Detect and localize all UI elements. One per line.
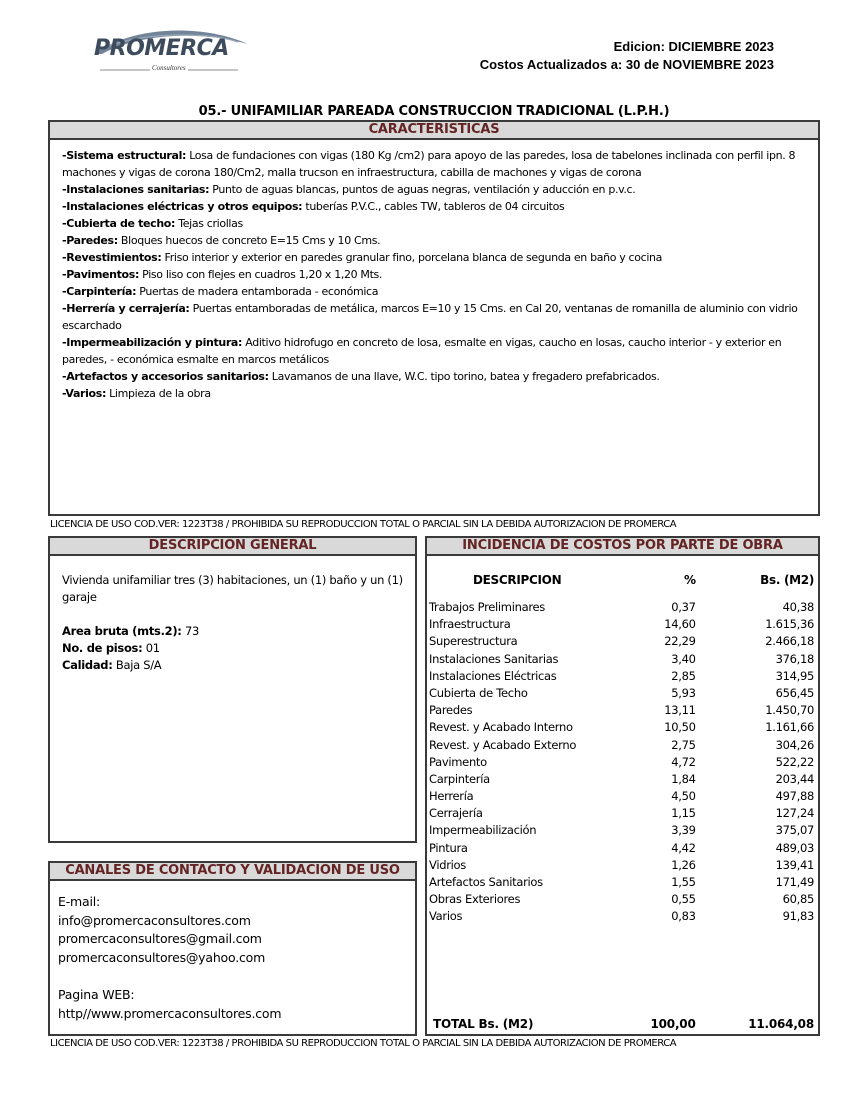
table-row [429, 857, 814, 874]
table-row [429, 685, 814, 702]
col-porcentaje: % [683, 573, 696, 587]
row-bs-m2: 522,22 [775, 754, 815, 769]
row-descripcion: Obras Exteriores [429, 892, 521, 907]
carac-item: -Revestimientos: Friso interior y exterior en paredes granular fino, porcelana blanca de segunda en baño y cocina [62, 251, 663, 264]
row-porcentaje: 1,84 [671, 771, 696, 786]
row-porcentaje: 13,11 [664, 703, 696, 718]
row-porcentaje: 3,39 [671, 823, 696, 838]
table-row [429, 668, 814, 685]
row-bs-m2: 40,38 [782, 600, 815, 614]
row-porcentaje: 4,72 [671, 754, 696, 769]
descripcion-summary: Vivienda unifamiliar tres (3) habitaciones, un (1) baño y un (1) garaje [62, 573, 403, 604]
row-descripcion: Revest. y Acabado Externo [429, 737, 577, 752]
row-bs-m2: 656,45 [775, 685, 815, 700]
row-porcentaje: 2,75 [671, 737, 696, 752]
logo-text: PROMERCA [94, 36, 229, 61]
table-row [429, 702, 814, 719]
row-bs-m2: 60,85 [782, 892, 815, 907]
row-porcentaje: 2,85 [671, 668, 696, 683]
web-link[interactable]: http//www.promercaconsultores.com [58, 1006, 282, 1022]
table-row [429, 633, 814, 650]
row-descripcion: Herrería [429, 789, 474, 804]
row-bs-m2: 1.615,36 [765, 617, 815, 632]
contacto-heading: CANALES DE CONTACTO Y VALIDACION DE USO [50, 863, 415, 881]
carac-item: -Pavimentos: Piso liso con flejes en cuadros 1,20 x 1,20 Mts. [62, 268, 383, 281]
row-descripcion: Artefactos Sanitarios [429, 875, 543, 889]
table-row [429, 805, 814, 822]
table-header [429, 564, 814, 598]
incidencia-heading: INCIDENCIA DE COSTOS POR PARTE DE OBRA [427, 538, 818, 556]
row-porcentaje: 1,55 [671, 875, 696, 889]
row-porcentaje: 5,93 [671, 685, 696, 700]
license-notice-bottom: LICENCIA DE USO COD.VER: 1223T38 / PROHIBIDA SU REPRODUCCION TOTAL O PARCIAL SIN LA DEBIDA AUTORIZACION DE PROMERCA [50, 1038, 677, 1049]
total-pct: 100,00 [650, 1017, 696, 1031]
table-row [429, 651, 814, 668]
email-link[interactable]: promercaconsultores@gmail.com [58, 931, 262, 947]
carac-item: -Artefactos y accesorios sanitarios: Lavamanos de una llave, W.C. tipo torino, batea y fregadero prefabricados. [62, 370, 660, 383]
table-row [429, 719, 814, 736]
row-bs-m2: 376,18 [775, 651, 815, 666]
updated-text: Costos Actualizados a: 30 de NOVIEMBRE 2023 [479, 57, 774, 72]
row-porcentaje: 22,29 [664, 634, 696, 649]
table-row [429, 840, 814, 857]
row-bs-m2: 497,88 [775, 789, 815, 804]
row-bs-m2: 91,83 [782, 909, 815, 924]
table-row [429, 874, 814, 891]
table-row [429, 599, 814, 616]
incidencia-table [429, 564, 814, 926]
carac-item: -Instalaciones eléctricas y otros equipos: tuberías P.V.C., cables TW, tableros de 04 circuitos [62, 200, 565, 213]
col-bs-m2: Bs. (M2) [760, 573, 815, 587]
table-row [429, 754, 814, 771]
table-row [429, 788, 814, 805]
row-bs-m2: 1.161,66 [765, 720, 815, 735]
row-bs-m2: 203,44 [775, 771, 815, 786]
license-notice-top: LICENCIA DE USO COD.VER: 1223T38 / PROHIBIDA SU REPRODUCCION TOTAL O PARCIAL SIN LA DEBIDA AUTORIZACION DE PROMERCA [50, 519, 677, 530]
contacto-section [48, 861, 417, 1036]
row-descripcion: Instalaciones Sanitarias [429, 651, 559, 666]
edition-text: Edicion: DICIEMBRE 2023 [613, 39, 774, 54]
row-porcentaje: 0,55 [671, 892, 696, 907]
row-descripcion: Pavimento [429, 754, 487, 769]
carac-item: -Cubierta de techo: Tejas criollas [62, 217, 243, 230]
row-bs-m2: 139,41 [775, 857, 815, 872]
row-porcentaje: 14,60 [664, 617, 696, 632]
carac-item: -Herrería y cerrajería: Puertas entamboradas de metálica, marcos E=10 y 15 Cms. en Cal 20, ventanas de romanilla de aluminio con vidrio escarchado [62, 302, 798, 332]
row-porcentaje: 3,40 [671, 651, 696, 666]
row-porcentaje: 0,83 [671, 909, 696, 924]
row-porcentaje: 1,15 [671, 806, 696, 821]
table-row [429, 616, 814, 633]
row-bs-m2: 489,03 [775, 840, 815, 855]
caracteristicas-heading: CARACTERISTICAS [50, 122, 818, 140]
row-descripcion: Trabajos Preliminares [429, 600, 545, 614]
numero-pisos: No. de pisos: 01 [62, 641, 160, 655]
table-row [429, 822, 814, 839]
total-label: TOTAL Bs. (M2) [433, 1017, 534, 1031]
carac-item: -Instalaciones sanitarias: Punto de aguas blancas, puntos de aguas negras, ventilación y aducción en p.v.c. [62, 183, 636, 196]
total-value: 11.064,08 [748, 1017, 814, 1031]
carac-item: -Sistema estructural: Losa de fundaciones con vigas (180 Kg /cm2) para apoyo de las paredes, losa de tabelones inclinada con perfil ipn. 8 machones y vigas de corona 180/Cm2, malla trucson en infraestructura, cabilla de machones y vigas de corona [62, 149, 796, 179]
table-row [429, 908, 814, 925]
descripcion-general-section [48, 536, 417, 843]
col-descripcion: DESCRIPCION [473, 573, 562, 587]
row-bs-m2: 375,07 [775, 823, 815, 838]
row-porcentaje: 4,50 [671, 789, 696, 804]
row-bs-m2: 304,26 [775, 737, 815, 752]
row-bs-m2: 2.466,18 [765, 634, 815, 649]
row-descripcion: Superestructura [429, 634, 518, 649]
caracteristicas-list [50, 140, 818, 409]
row-descripcion: Cerrajería [429, 806, 483, 821]
row-descripcion: Revest. y Acabado Interno [429, 720, 573, 735]
total-row [429, 1012, 814, 1034]
row-descripcion: Paredes [429, 703, 473, 718]
page-title: 05.- UNIFAMILIAR PAREADA CONSTRUCCION TRADICIONAL (L.P.H.) [198, 104, 670, 119]
row-descripcion: Cubierta de Techo [429, 685, 528, 700]
row-descripcion: Vidrios [429, 857, 466, 872]
row-porcentaje: 4,42 [671, 840, 696, 855]
table-row [429, 737, 814, 754]
descripcion-heading: DESCRIPCION GENERAL [50, 538, 415, 556]
email-link[interactable]: info@promercaconsultores.com [58, 912, 251, 928]
table-row [429, 771, 814, 788]
row-porcentaje: 1,26 [671, 857, 696, 872]
carac-item: -Varios: Limpieza de la obra [62, 387, 211, 400]
row-descripcion: Infraestructura [429, 617, 511, 632]
carac-item: -Carpintería: Puertas de madera entamborada - económica [62, 285, 379, 298]
row-descripcion: Instalaciones Eléctricas [429, 668, 557, 683]
row-descripcion: Pintura [429, 840, 468, 855]
row-descripcion: Carpintería [429, 771, 490, 786]
table-row [429, 891, 814, 908]
carac-item: -Paredes: Bloques huecos de concreto E=15 Cms y 10 Cms. [62, 234, 381, 247]
calidad: Calidad: Baja S/A [62, 658, 162, 672]
email-label: E-mail: [58, 894, 101, 909]
promerca-logo [88, 24, 258, 76]
row-bs-m2: 314,95 [775, 668, 815, 683]
header-info [480, 38, 774, 74]
row-porcentaje: 10,50 [664, 720, 696, 735]
area-bruta: Area bruta (mts.2): 73 [62, 624, 199, 638]
caracteristicas-section [48, 120, 820, 516]
row-bs-m2: 171,49 [775, 875, 815, 889]
row-bs-m2: 127,24 [775, 806, 815, 821]
carac-item: -Impermeabilización y pintura: Aditivo hidrofugo en concreto de losa, esmalte en vigas, caucho en losas, caucho interior - y exterior en paredes, - económica esmalte en marcos metálicos [62, 336, 782, 366]
row-descripcion: Varios [429, 909, 463, 924]
incidencia-costos-section [425, 536, 820, 1036]
web-label: Pagina WEB: [58, 987, 135, 1003]
email-link[interactable]: promercaconsultores@yahoo.com [58, 950, 266, 966]
row-porcentaje: 0,37 [671, 600, 696, 614]
row-bs-m2: 1.450,70 [765, 703, 815, 718]
logo-subtext: Consultores [152, 64, 186, 72]
row-descripcion: Impermeabilización [429, 823, 537, 838]
